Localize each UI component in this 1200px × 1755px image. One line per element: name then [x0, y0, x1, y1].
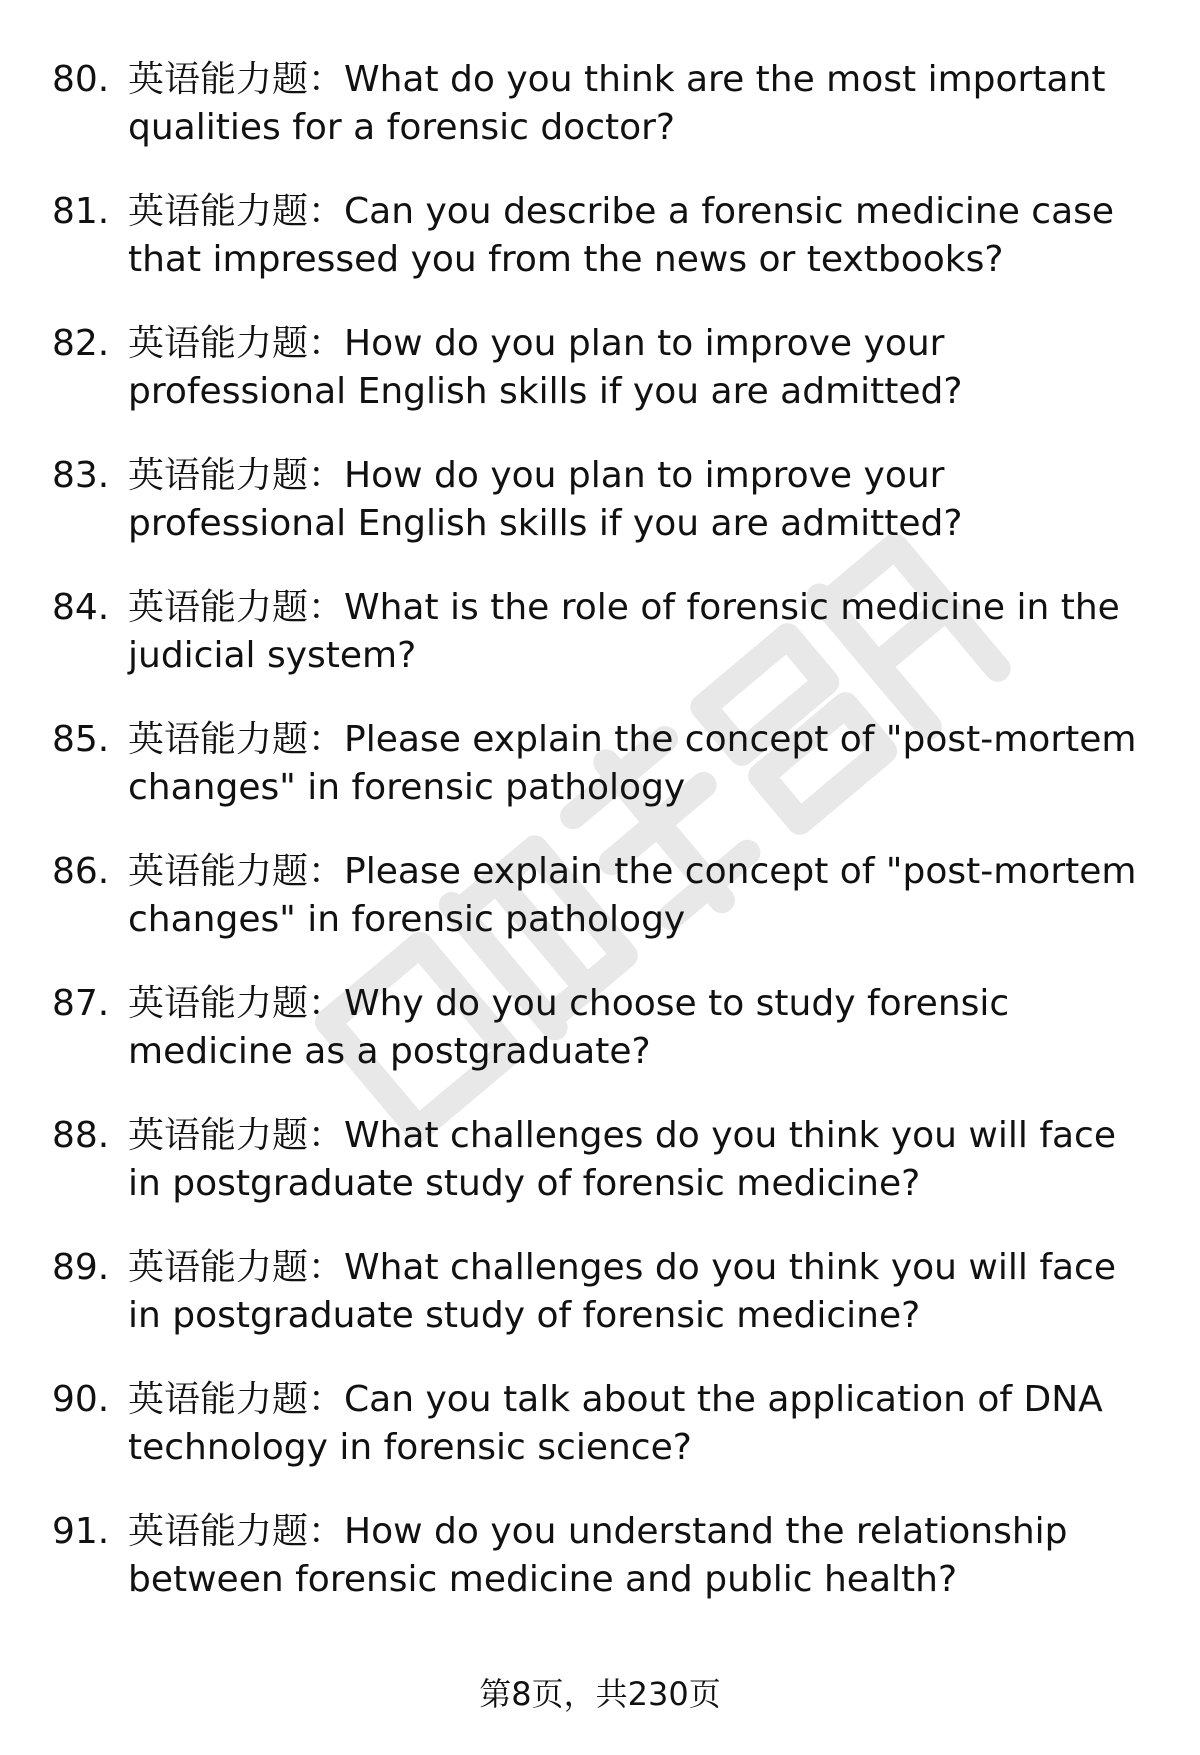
- question-category: 英语能力题：: [128, 1379, 345, 1420]
- question-number: 86.: [52, 851, 110, 892]
- question-category: 英语能力题：: [128, 1115, 345, 1156]
- question-text: Can you talk about the application of DNA technology in forensic science?: [128, 1379, 1103, 1468]
- question-category: 英语能力题：: [128, 719, 345, 760]
- question-number: 90.: [52, 1379, 110, 1420]
- question-text-wrap: [128, 1376, 1160, 1472]
- question-category: 英语能力题：: [128, 851, 345, 892]
- question-number: 83.: [52, 455, 110, 496]
- question-item: [0, 1376, 1200, 1508]
- question-number: 80.: [52, 59, 110, 100]
- question-item: [0, 452, 1200, 584]
- question-item: [0, 188, 1200, 320]
- question-text: How do you plan to improve your professional English skills if you are admitted?: [128, 455, 963, 544]
- question-text: Please explain the concept of "post-mortem changes" in forensic pathology: [128, 719, 1137, 808]
- question-item: [0, 584, 1200, 716]
- question-text: How do you plan to improve your professional English skills if you are admitted?: [128, 323, 963, 412]
- question-item: [0, 1112, 1200, 1244]
- question-item: [0, 320, 1200, 452]
- question-item: [0, 848, 1200, 980]
- question-list: [0, 56, 1200, 1640]
- question-category: 英语能力题：: [128, 1247, 345, 1288]
- question-text: What challenges do you think you will face in postgraduate study of forensic medicine?: [128, 1247, 1116, 1336]
- question-item: [0, 1244, 1200, 1376]
- question-text-wrap: [128, 1244, 1160, 1340]
- question-category: 英语能力题：: [128, 59, 345, 100]
- question-category: 英语能力题：: [128, 455, 345, 496]
- question-text-wrap: [128, 452, 1160, 548]
- question-category: 英语能力题：: [128, 191, 345, 232]
- question-item: [0, 56, 1200, 188]
- question-category: 英语能力题：: [128, 587, 345, 628]
- question-text-wrap: [128, 848, 1160, 944]
- question-category: 英语能力题：: [128, 1511, 345, 1552]
- question-text: Can you describe a forensic medicine case that impressed you from the news or textbooks?: [128, 191, 1115, 280]
- question-number: 85.: [52, 719, 110, 760]
- question-number: 88.: [52, 1115, 110, 1156]
- question-number: 87.: [52, 983, 110, 1024]
- question-category: 英语能力题：: [128, 323, 345, 364]
- question-text: What challenges do you think you will face in postgraduate study of forensic medicine?: [128, 1115, 1116, 1204]
- page-number: 第8页，共230页: [479, 1675, 721, 1713]
- question-text: How do you understand the relationship between forensic medicine and public health?: [128, 1511, 1068, 1600]
- question-number: 91.: [52, 1511, 110, 1552]
- question-text-wrap: [128, 188, 1160, 284]
- question-text: What is the role of forensic medicine in the judicial system?: [128, 587, 1120, 676]
- question-text-wrap: [128, 1112, 1160, 1208]
- question-item: [0, 716, 1200, 848]
- question-number: 84.: [52, 587, 110, 628]
- question-text: Please explain the concept of "post-mortem changes" in forensic pathology: [128, 851, 1137, 940]
- question-text-wrap: [128, 1508, 1160, 1604]
- question-text-wrap: [128, 716, 1160, 812]
- question-number: 81.: [52, 191, 110, 232]
- question-text: What do you think are the most important qualities for a forensic doctor?: [128, 59, 1106, 148]
- question-text: Why do you choose to study forensic medicine as a postgraduate?: [128, 983, 1010, 1072]
- question-text-wrap: [128, 584, 1160, 680]
- question-text-wrap: [128, 980, 1160, 1076]
- question-text-wrap: [128, 320, 1160, 416]
- question-number: 82.: [52, 323, 110, 364]
- question-item: [0, 980, 1200, 1112]
- question-category: 英语能力题：: [128, 983, 345, 1024]
- question-text-wrap: [128, 56, 1160, 152]
- question-item: [0, 1508, 1200, 1640]
- question-number: 89.: [52, 1247, 110, 1288]
